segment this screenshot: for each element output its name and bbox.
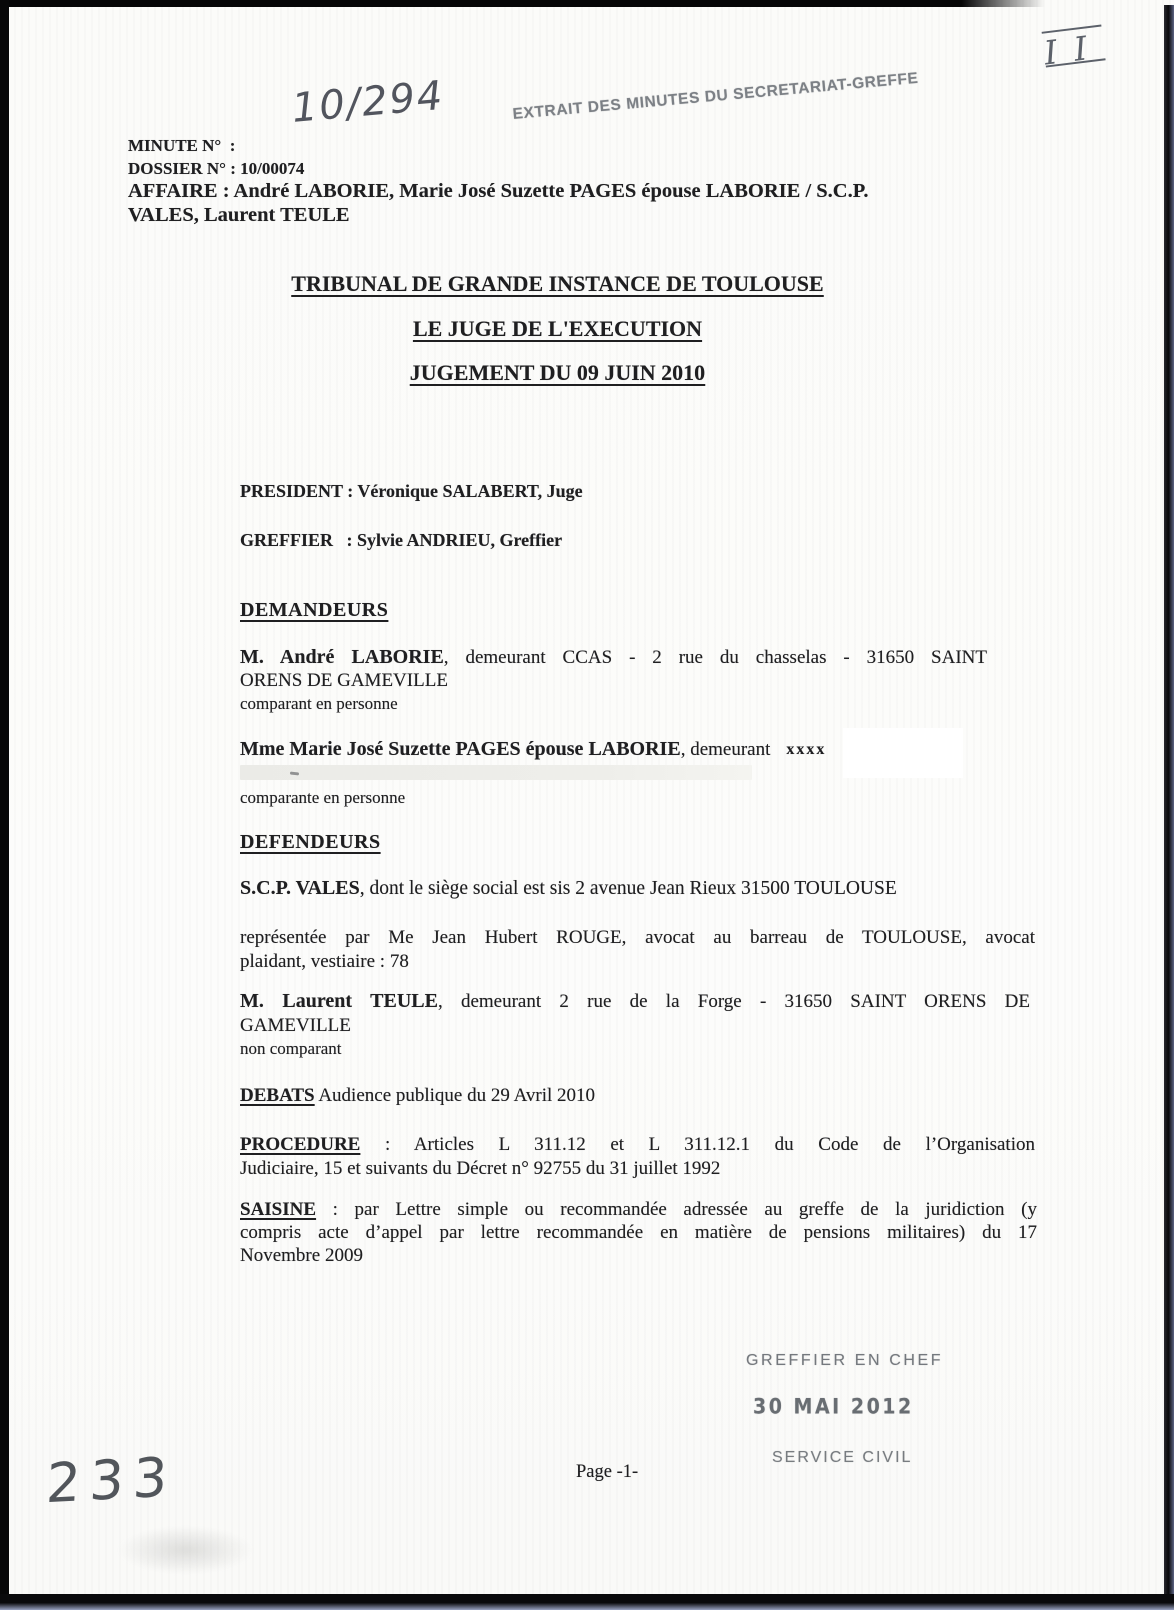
saisine-text-1: : par Lettre simple ou recommandée adressée au greffe de la juridiction (y: [316, 1199, 1037, 1220]
counsel-line-2: plaidant, vestiaire : 78: [240, 950, 409, 972]
procedure-text-1: : Articles L 311.12 et L 311.12.1 du Code de l’Organisation: [360, 1134, 1035, 1155]
debats-label: DEBATS: [240, 1085, 315, 1106]
saisine-line-2: compris acte d’appel par lettre recommandée en matière de pensions militaires) du 17: [240, 1222, 1037, 1243]
defendeur-2-appearance-note: non comparant: [240, 1039, 342, 1058]
judge-title: LE JUGE DE L'EXECUTION: [412, 316, 703, 341]
court-title: TRIBUNAL DE GRANDE INSTANCE DE TOULOUSE: [291, 271, 824, 296]
defendeur-2-address: , demeurant 2 rue de la Forge - 31650 SAINT ORENS DE: [437, 991, 1030, 1012]
saisine-line-3: Novembre 2009: [240, 1245, 363, 1266]
procedure-label: PROCEDURE: [240, 1134, 361, 1155]
demandeur-2-appearance-note: comparante en personne: [240, 788, 406, 807]
handwritten-roman-numeral: II: [1041, 26, 1107, 73]
defendeur-2-line-2: GAMEVILLE: [240, 1014, 351, 1036]
scan-edge-bottom: [0, 1594, 1174, 1610]
defendeur-2-line-1: [240, 990, 1030, 1014]
greffier-en-chef-stamp-line: GREFFIER EN CHEF: [746, 1352, 944, 1369]
defendeur-2-block: [240, 990, 1030, 1061]
procedure-line-1: [240, 1133, 1035, 1157]
page-number: Page -1-: [576, 1462, 639, 1482]
defendeur-1-line: [240, 877, 897, 901]
defendeur-2-name: M. Laurent TEULE: [240, 990, 438, 1012]
handwritten-folio-number: 233: [44, 1445, 178, 1516]
defendeurs-heading: DEFENDEURS: [240, 831, 381, 853]
case-header: [128, 134, 868, 227]
demandeur-1-name: M. André LABORIE: [240, 646, 444, 668]
demandeur-1-line-2: ORENS DE GAMEVILLE: [240, 670, 448, 691]
saisine-block: [240, 1198, 1037, 1267]
scan-edge-left: [0, 0, 9, 1598]
defendeur-1-name: S.C.P. VALES: [240, 877, 360, 899]
scan-edge-right: [1164, 5, 1174, 1610]
procedure-line-2: Judiciaire, 15 et suivants du Décret n° 92755 du 31 juillet 1992: [240, 1157, 721, 1179]
saisine-label: SAISINE: [240, 1199, 317, 1220]
demandeur-2-address: , demeurant: [680, 739, 771, 760]
debats-line: [240, 1084, 595, 1107]
demandeur-1-address: , demeurant CCAS - 2 rue du chasselas - 31650 SAINT: [443, 647, 987, 668]
demandeur-1-block: [240, 646, 987, 715]
affaire-line-1: AFFAIRE : André LABORIE, Marie José Suzette PAGES épouse LABORIE / S.C.P.: [128, 180, 869, 202]
saisine-line-1: [240, 1198, 1037, 1221]
demandeur-2-line: [240, 738, 826, 762]
demandeur-2-name: Mme Marie José Suzette PAGES épouse LABORIE: [240, 738, 681, 760]
demandeurs-heading: DEMANDEURS: [240, 599, 389, 621]
defendeur-1-counsel-block: [240, 926, 1035, 973]
service-civil-stamp-line: SERVICE CIVIL: [772, 1449, 913, 1466]
redaction-white-patch: [843, 728, 963, 778]
affaire-line-2: VALES, Laurent TEULE: [128, 203, 350, 226]
date-stamp-line: 30 MAI 2012: [753, 1395, 914, 1420]
redacted-address: xxxx: [786, 741, 827, 758]
judgment-date-title: JUGEMENT DU 09 JUIN 2010: [409, 360, 706, 385]
dossier-number-line: DOSSIER N° : 10/00074: [128, 159, 305, 178]
debats-text: Audience publique du 29 Avril 2010: [314, 1085, 596, 1106]
handwritten-minute-number: 10/294: [290, 72, 447, 132]
greffier-line: GREFFIER : Sylvie ANDRIEU, Greffier: [240, 530, 563, 550]
extrait-minutes-stamp: EXTRAIT DES MINUTES DU SECRETARIAT-GREFFE: [512, 69, 920, 123]
minute-number-line: MINUTE N° :: [128, 136, 236, 155]
president-line: PRESIDENT : Véronique SALABERT, Juge: [240, 481, 583, 501]
demandeur-1-line-1: [240, 646, 987, 669]
demandeur-1-appearance-note: comparant en personne: [240, 694, 398, 713]
defendeur-1-address: , dont le siège social est sis 2 avenue Jean Rieux 31500 TOULOUSE: [359, 878, 897, 899]
faint-stamp-remnant: [118, 1526, 253, 1574]
scan-edge-top: [0, 0, 1045, 7]
procedure-block: [240, 1133, 1035, 1180]
redaction-strip: [240, 765, 752, 780]
counsel-line-1: représentée par Me Jean Hubert ROUGE, avocat au barreau de TOULOUSE, avocat: [240, 927, 1035, 948]
